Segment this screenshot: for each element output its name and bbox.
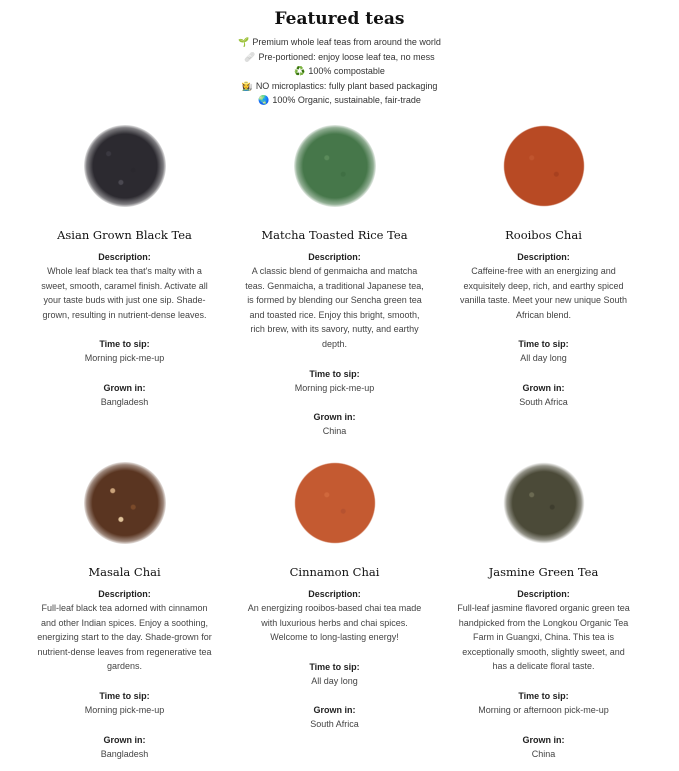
recycle-icon: ♻️ <box>294 66 306 77</box>
grown-in-value: South Africa <box>310 719 359 730</box>
time-to-sip-label: Time to sip: <box>99 690 150 701</box>
time-to-sip-label: Time to sip: <box>518 339 569 350</box>
time-to-sip-value: Morning pick-me-up <box>84 353 165 364</box>
tea-description: Full-leaf jasmine flavored organic green tea handpicked from the Longkou Organic Tea Farm in Guangxi, China. This tea is exceptionally smooth, slightly sweet, and has a delicate floral taste. <box>457 603 630 672</box>
rooibos-chai-leaves-image <box>503 125 585 207</box>
grown-in-label: Grown in: <box>522 734 565 745</box>
time-to-sip-value: Morning pick-me-up <box>84 704 165 715</box>
description-label: Description: <box>308 589 361 599</box>
description-label: Description: <box>517 589 570 599</box>
tea-name: Asian Grown Black Tea <box>57 228 192 242</box>
description-label: Description: <box>98 252 151 262</box>
matcha-rice-tea-leaves-image <box>294 125 376 207</box>
tea-description: A classic blend of genmaicha and matcha teas. Genmaicha, a traditional Japanese tea, is formed by blending our Sencha green tea and toasted rice. Enjoy this bright, smooth, rich brew, with its savory, nutty, and earthy depth. <box>245 266 424 349</box>
tea-description: An energizing rooibos-based chai tea made with luxurious herbs and chai spices. Welcome to long-lasting energy! <box>247 603 422 643</box>
tea-card-black <box>22 125 227 410</box>
grown-in-value: Bangladesh <box>100 748 149 759</box>
time-to-sip-label: Time to sip: <box>309 661 360 672</box>
grown-in-value: China <box>322 426 347 437</box>
seedling-icon: 🌱 <box>238 37 250 47</box>
grown-in-label: Grown in: <box>103 382 146 393</box>
page-title: Featured teas <box>274 9 405 29</box>
time-to-sip-value: Morning pick-me-up <box>294 382 375 393</box>
tea-card-rooibos <box>441 125 646 410</box>
feature-item: ♻️ 100% compostable <box>294 66 385 77</box>
time-to-sip-value: Morning or afternoon pick-me-up <box>478 704 609 715</box>
masala-chai-leaves-image <box>84 462 166 544</box>
tea-card-jasmine <box>441 462 646 761</box>
feature-item: 👩‍🌾 NO microplastics: fully plant based packaging <box>241 80 438 91</box>
description-label: Description: <box>98 589 151 599</box>
grown-in-label: Grown in: <box>313 412 356 423</box>
time-to-sip-value: All day long <box>311 675 358 686</box>
tea-description: Whole leaf black tea that's malty with a sweet, smooth, caramel finish. Activate all your taste buds with just one sip. Shade- grown, resulting in nutrient-dense leaves. <box>41 266 208 320</box>
feature-item: 🩹 Pre-portioned: enjoy loose leaf tea, no mess <box>244 51 435 62</box>
time-to-sip-label: Time to sip: <box>518 690 569 701</box>
jasmine-green-tea-leaves-image <box>503 462 585 544</box>
time-to-sip-value: All day long <box>520 353 567 364</box>
grown-in-label: Grown in: <box>103 734 146 745</box>
tea-card-cinnamon <box>232 462 437 732</box>
tea-card-masala <box>22 462 227 761</box>
description-label: Description: <box>308 252 361 262</box>
grown-in-value: South Africa <box>519 396 568 407</box>
tea-name: Masala Chai <box>88 565 161 579</box>
farmer-icon: 👩‍🌾 <box>241 80 253 91</box>
cinnamon-chai-leaves-image <box>294 462 376 544</box>
grown-in-value: China <box>531 748 556 759</box>
grown-in-value: Bangladesh <box>100 396 149 407</box>
time-to-sip-label: Time to sip: <box>309 368 360 379</box>
time-to-sip-label: Time to sip: <box>99 339 150 350</box>
tea-name: Matcha Toasted Rice Tea <box>261 228 408 242</box>
grown-in-label: Grown in: <box>313 705 356 716</box>
tea-description: Full-leaf black tea adorned with cinnamon and other Indian spices. Enjoy a soothing, energizing start to the day. Shade-grown for nutrient-dense leaves from regenerative tea gardens. <box>37 603 212 672</box>
feature-item: 🌏 100% Organic, sustainable, fair-trade <box>258 95 421 106</box>
tea-name: Rooibos Chai <box>505 228 582 242</box>
tea-card-matcha <box>232 125 437 439</box>
tea-description: Caffeine-free with an energizing and exquisitely deep, rich, and earthy spiced vanilla taste. Meet your new unique South African blend. <box>459 266 628 320</box>
tea-name: Jasmine Green Tea <box>488 565 599 579</box>
grown-in-label: Grown in: <box>522 382 565 393</box>
black-tea-leaves-image <box>84 125 166 207</box>
feature-item: 🌱 Premium whole leaf teas from around the world <box>238 37 441 47</box>
pouch-icon: 🩹 <box>244 51 256 62</box>
globe-icon: 🌏 <box>258 95 270 106</box>
tea-name: Cinnamon Chai <box>289 565 380 579</box>
description-label: Description: <box>517 252 570 262</box>
